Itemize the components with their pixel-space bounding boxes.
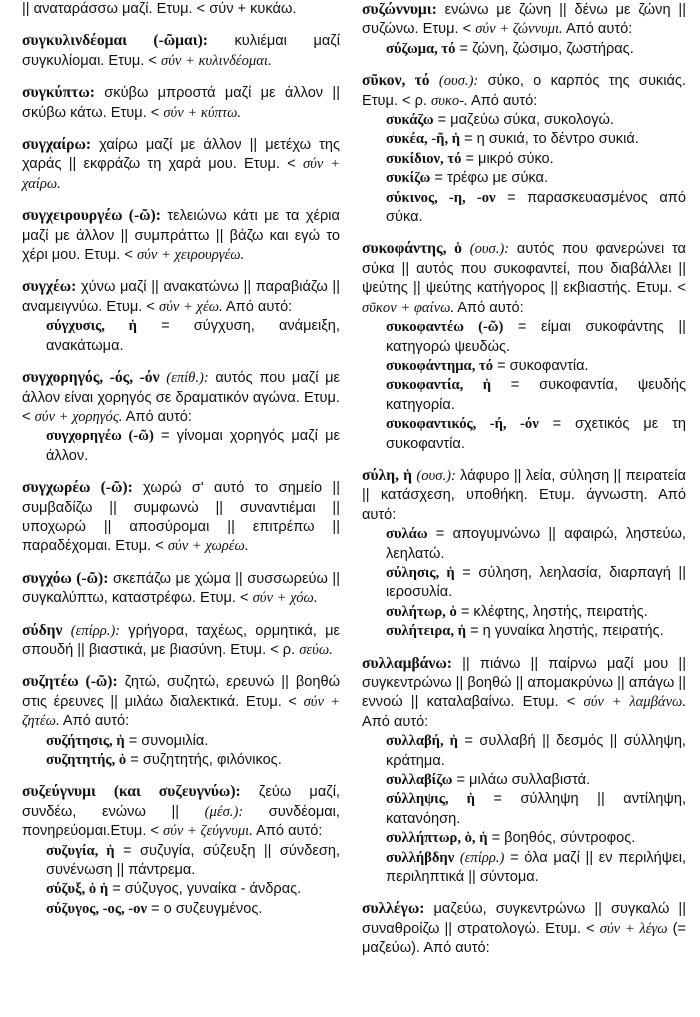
entry-tail: Από αυτό:: [470, 92, 538, 109]
derived-headword: συζητητής, ὁ: [46, 752, 127, 768]
entry-etymology: σῦκον + φαίνω.: [362, 299, 455, 316]
derived-entry: [362, 415, 686, 454]
dictionary-entry: [22, 569, 340, 609]
entry-headword: σῦκον, τό: [362, 72, 430, 90]
derived-headword: συζήτησις, ἡ: [46, 732, 125, 749]
derived-definition: = βοηθός, σύντροφος.: [491, 830, 636, 847]
entry-definition: σκύβω μπροστά μαζί με άλλον || σκύβω κάτω. Ετυμ. <: [22, 85, 340, 121]
derived-entry: [362, 829, 686, 848]
derived-headword: συλήτωρ, ὁ: [386, 603, 457, 620]
derived-definition: = σύλληψη || αντίληψη, κατανόηση.: [386, 791, 686, 827]
entry-headword: συκοφάντης, ὁ: [362, 240, 462, 258]
derived-entry: [362, 603, 686, 622]
derived-headword: συκίδιον, τό: [386, 150, 462, 167]
derived-entry: [362, 564, 686, 603]
entry-definition: αυτός που μαζί με άλλον είναι χορηγός σε δραματικόν αγώνα. Ετυμ. <: [22, 370, 340, 425]
entry-headword: σύδην: [22, 621, 63, 639]
dictionary-entry: [22, 478, 340, 557]
entry-etymology: σεύω.: [299, 641, 333, 658]
derived-headword: συλλαβή, ἡ: [386, 733, 458, 750]
entry-headword: συγχόω (-ῶ):: [22, 569, 109, 587]
derived-headword: συκοφαντικός, -ή, -όν: [386, 416, 539, 433]
entry-etymology: σύν + χέω.: [159, 298, 223, 315]
derived-definition: = σύγχυση, ανάμειξη, ανακάτωμα.: [46, 318, 340, 354]
entry-etymology: σύν + κύπτω.: [163, 104, 242, 121]
derived-definition: = συνομιλία.: [128, 732, 209, 749]
entry-definition: τελειώνω κάτι με τα χέρια μαζί με άλλον || συμπράττω || βάζω και εγώ το χέρι μου. Ετυμ. <: [22, 208, 340, 264]
derived-headword: συλλήβδην: [386, 849, 455, 866]
derived-headword: συκοφαντία, ἡ: [386, 377, 491, 394]
derived-entry: [362, 318, 686, 357]
derived-entry: [362, 849, 686, 888]
entry-definition: χωρώ σ' αυτό το σημείο || συμβαδίζω || συμφωνώ || συναντιέμαι || υποχωρώ || αποσύρομαι || επιτρέπω || παραδέχομαι. Ετυμ. <: [22, 480, 340, 555]
entry-etymology: σύν + χωρέω.: [167, 538, 249, 555]
derived-headword: σύκινος, -η, -ον: [386, 189, 496, 206]
derived-headword: συκέα, -ῆ, ἡ: [386, 131, 461, 148]
entry-etymology: σύν + κυλινδέομαι.: [161, 52, 272, 69]
derived-definition: = απογυμνώνω || αφαιρώ, ληστεύω, λεηλατώ.: [386, 526, 686, 562]
entry-definition: γρήγορα, ταχέως, ορμητικά, με σπουδή || βιαστικά, με βιασύνη. Ετυμ. < ρ.: [22, 622, 340, 658]
entry-tail: Από αυτό:: [362, 713, 429, 730]
entry-headword: συζώννυμι:: [362, 1, 437, 18]
entry-definition: χύνω μαζί || ανακατώνω || παραβιάζω || αναμειγνύω. Ετυμ. <: [22, 279, 341, 315]
derived-headword: συλλαβίζω: [386, 772, 453, 789]
derived-definition: = συλλαβή || δεσμός || σύλληψη, κράτημα.: [386, 733, 686, 769]
derived-headword: συκίζω: [386, 170, 431, 187]
entry-definition: σκεπάζω με χώμα || συσσωρεύω || συγκαλύπτω, καταστρέφω. Ετυμ. <: [22, 570, 341, 607]
entry-headword: συγχαίρω:: [22, 136, 92, 154]
entry-tail: Από αυτό:: [225, 298, 293, 315]
dictionary-entry: [362, 239, 686, 453]
entry-headword: σύλη, ἡ: [362, 466, 413, 484]
derived-entry: [362, 376, 686, 415]
derived-entry: [22, 732, 340, 751]
entry-headword: συζεύγνυμι (και συζευγνύω):: [22, 783, 241, 801]
entry-etymology: σύν + χορηγός.: [34, 408, 123, 425]
part-of-speech: (επίρρ.):: [70, 622, 121, 639]
derived-definition: = η γυναίκα ληστής, πειρατής.: [470, 623, 664, 640]
derived-definition: = μιλάω συλλαβιστά.: [456, 772, 591, 789]
derived-definition: = όλα μαζί || εν περιλήψει, περιληπτικά || σύντομα.: [386, 849, 686, 886]
derived-definition: = μικρό σύκο.: [465, 150, 554, 167]
derived-definition: = σύληση, λεηλασία, διαρπαγή || ιεροσυλία.: [386, 564, 686, 601]
entry-headword: συλλαμβάνω:: [362, 654, 452, 672]
entry-tail: Από αυτό:: [256, 823, 323, 840]
derived-headword: σύλληψις, ἡ: [386, 791, 475, 808]
derived-entry: [362, 790, 686, 829]
entry-definition: || πιάνω || παίρνω μαζί μου || συγκεντρώνω || βοηθώ || απομακρύνω || απάγω || εννοώ || καταλαβαίνω. Ετυμ. <: [362, 655, 687, 711]
dictionary-entry: [22, 31, 340, 71]
derived-headword: συγχορηγέω (-ῶ): [46, 428, 154, 445]
derived-entry: [362, 150, 686, 169]
entry-etymology: σύν + λέγω: [599, 920, 668, 937]
derived-entry: [22, 880, 340, 899]
entry-tail: Από αυτό:: [125, 408, 192, 425]
entry-fragment: [22, 0, 340, 19]
derived-entry: [362, 771, 686, 790]
derived-entry: [362, 111, 686, 130]
derived-entry: [362, 357, 686, 376]
derived-entry: [362, 622, 686, 641]
entry-definition: λάφυρο || λεία, σύληση || πειρατεία || κατάσχεση, υποθήκη. Ετυμ. άγνωστη.: [362, 467, 686, 504]
derived-headword: συζυγία, ἡ: [46, 842, 115, 859]
derived-definition: = ζώνη, ζώσιμο, ζωστήρας.: [459, 40, 634, 57]
dictionary-entry: [362, 899, 686, 958]
derived-headword: σύγχυσις, ἡ: [46, 318, 137, 335]
entry-tail: Από αυτό:: [62, 713, 130, 730]
derived-definition: = συζυγία, σύζευξη || σύνδεση, συνένωση || πάντρεμα.: [46, 842, 340, 879]
dictionary-entry: [362, 654, 686, 888]
derived-definition: = ο συζευγμένος.: [151, 900, 263, 917]
derived-definition: = τρέφω με σύκα.: [434, 170, 549, 187]
dictionary-entry: [362, 466, 686, 642]
entry-definition: ενώνω με ζώνη || δένω με ζώνη || συζώνω. Ετυμ. <: [362, 2, 686, 38]
dictionary-entry: [22, 621, 340, 661]
derived-definition: = γίνομαι χορηγός μαζί με άλλον.: [46, 428, 340, 464]
entry-etymology: σύν + χαίρω.: [22, 156, 340, 192]
entry-definition: σύκο, ο καρπός της συκιάς. Ετυμ. < ρ.: [362, 73, 686, 109]
entry-headword: συγχειρουργέω (-ῶ):: [22, 207, 161, 225]
entry-definition: ζεύω μαζί, συνδέω, ενώνω ||: [22, 784, 340, 820]
part-of-speech: (επίθ.):: [166, 370, 209, 387]
entry-headword: συγχορηγός, -ός, -όν: [22, 369, 160, 387]
entry-definition-3: (= μαζεύω). Από αυτό:: [362, 920, 686, 957]
derived-definition: = παρασκευασμένος από σύκα.: [386, 189, 686, 226]
derived-definition: = είμαι συκοφάντης || κατηγορώ ψευδώς.: [386, 319, 686, 355]
derived-definition: = σύζυγος, γυναίκα - άνδρας.: [112, 881, 302, 898]
entry-headword: συγχωρέω (-ῶ):: [22, 479, 133, 497]
derived-entry: [22, 900, 340, 919]
derived-entry: [22, 317, 340, 356]
derived-entry: [362, 169, 686, 188]
entry-definition: αυτός που φανερώνει τα σύκα || αυτός που συκοφαντεί, που διαβάλλει || ψεύτης || ψεύτης κατήγορος || εκβιαστής. Ετυμ. <: [362, 241, 686, 297]
entry-etymology: σύν + χειρουργέω.: [136, 247, 245, 264]
dictionary-entry: [362, 0, 686, 59]
part-of-speech: (ουσ.):: [438, 73, 479, 90]
derived-headword: σύζωμα, τό: [386, 40, 456, 57]
derived-headword: σύλησις, ἡ: [386, 564, 455, 581]
entry-definition-2: συνδέομαι, πονηρεύομαι.Ετυμ. <: [22, 803, 340, 840]
derived-headword: συλάω: [386, 526, 428, 543]
dictionary-entry: [22, 206, 340, 265]
entry-tail: Από αυτό:: [362, 487, 686, 523]
derived-definition: = σχετικός με τη συκοφαντία.: [386, 416, 686, 452]
entry-etymology: σύν + ζώννυμι.: [475, 21, 563, 38]
entry-tail: Από αυτό:: [457, 299, 524, 316]
entry-definition: ζητώ, συζητώ, ερευνώ || βοηθώ στις έρευνες || μιλάω διαλεκτικά. Ετυμ. <: [22, 674, 341, 710]
derived-definition: = κλέφτης, ληστής, πειρατής.: [460, 603, 648, 620]
entry-definition: μαζεύω, συγκεντρώνω || συγκαλώ || συναθροίζω || στρατολογώ. Ετυμ. <: [362, 901, 686, 937]
derived-definition: = η συκιά, το δέντρο συκιά.: [464, 131, 639, 148]
derived-headword: συλλήπτωρ, ὁ, ἡ: [386, 830, 488, 847]
dictionary-entry: [22, 782, 340, 919]
entry-definition: χαίρω μαζί με άλλον || μετέχω της χαράς || εκφράζω τη χαρά μου. Ετυμ. <: [22, 137, 340, 173]
left-column: [22, 0, 340, 931]
entry-definition: κυλιέμαι μαζί συγκυλίομαι. Ετυμ. <: [22, 33, 340, 69]
dictionary-entry: [22, 83, 340, 123]
dictionary-entry: [22, 277, 340, 356]
derived-headword: συλήτειρα, ἡ: [386, 623, 466, 640]
derived-entry: [362, 189, 686, 228]
entry-etymology: σύν + λαμβάνω.: [583, 694, 686, 711]
derived-entry: [362, 732, 686, 771]
entry-headword: συλλέγω:: [362, 900, 425, 918]
dictionary-entry: [22, 135, 340, 194]
derived-entry: [22, 842, 340, 881]
part-of-speech: (ουσ.):: [416, 467, 456, 484]
entry-headword: συγκυλινδέομαι (-ῶμαι):: [22, 32, 208, 50]
entry-etymology: σύν + ζεύγνυμι.: [163, 823, 253, 840]
part-of-speech: (ουσ.):: [469, 241, 510, 258]
derived-headword: σύζυξ, ὁ ἡ: [46, 881, 109, 898]
derived-entry: [362, 525, 686, 564]
entry-headword: συγκύπτω:: [22, 84, 95, 102]
dictionary-entry: [22, 672, 340, 770]
entry-etymology: σύν + ζητέω.: [22, 693, 340, 730]
fragment-text: || αναταράσσω μαζί. Ετυμ. < σύν + κυκάω.: [22, 1, 297, 17]
right-column: [362, 0, 686, 971]
derived-definition: = μαζεύω σύκα, συκολογώ.: [437, 112, 614, 129]
entry-headword: συγχέω:: [22, 278, 77, 296]
entry-etymology: συκο-.: [431, 92, 468, 109]
entry-tail: Από αυτό:: [565, 21, 633, 38]
derived-headword: συκάζω: [386, 112, 434, 129]
entry-etymology: σύν + χόω.: [252, 590, 318, 607]
derived-definition: = συκοφαντία.: [497, 357, 589, 374]
derived-headword: σύζυγος, -ος, -ον: [46, 900, 147, 917]
derived-headword: συκοφαντέω (-ῶ): [386, 319, 504, 336]
derived-entry: [22, 751, 340, 770]
dictionary-entry: [362, 71, 686, 227]
derived-entry: [362, 40, 686, 59]
derived-entry: [362, 130, 686, 149]
derived-definition: = συζητητής, φιλόνικος.: [130, 752, 282, 768]
derived-definition: = συκοφαντία, ψευδής κατηγορία.: [386, 377, 686, 413]
dictionary-entry: [22, 368, 340, 466]
derived-headword: συκοφάντημα, τό: [386, 357, 494, 374]
entry-headword: συζητέω (-ῶ):: [22, 673, 118, 691]
part-of-speech: (μέσ.):: [204, 803, 244, 820]
derived-entry: [22, 427, 340, 466]
derived-part-of-speech: (επίρρ.): [459, 849, 505, 866]
